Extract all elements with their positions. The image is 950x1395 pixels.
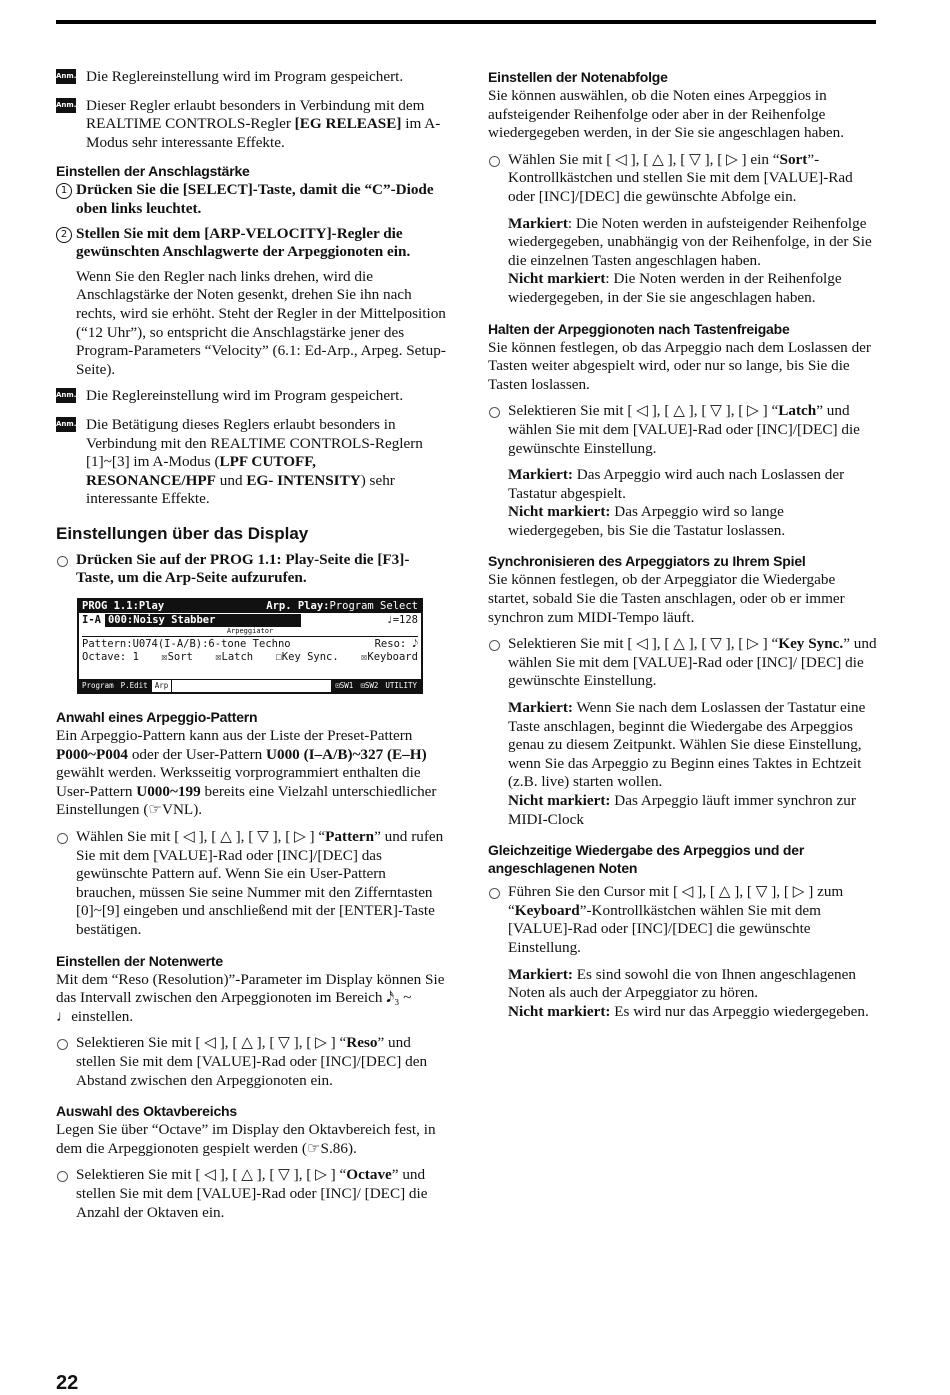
result-unchecked: Nicht markiert: Das Arpeggio läuft immer synchron zur MIDI-Clock [508, 792, 856, 828]
bullet-item: Wählen Sie mit [ ◁ ], [ △ ], [ ▽ ], [ ▷ ] “Pattern” und rufen Sie mit dem [VALUE]-Rad oder [INC]/[DEC] das gewünschte Pattern auf. Wenn Sie ein User-Pattern brauchen, müssen Sie seine Nummer mit den Zifferntasten [0]~[9] eingeben und anschließend mit der [ENTER]-Taste bestätigen. [56, 828, 446, 940]
right-column [488, 68, 878, 1029]
paragraph: Mit dem “Reso (Resolution)”-Parameter im Display können Sie das Intervall zwischen den Arpeggionoten im Bereich 𝅘𝅥𝅯₃ ~ ♩einstellen. [56, 970, 445, 1025]
lcd-pattern-row [79, 638, 421, 651]
result-checked: Markiert: Es sind sowohl die von Ihnen angeschlagenen Noten als auch der Arpeggiator zu hören. [508, 965, 856, 1002]
bullet-item: Selektieren Sie mit [ ◁ ], [ △ ], [ ▽ ], [ ▷ ] “Octave” und stellen Sie mit dem [VALUE]-Rad oder [INC]/ [DEC] die Anzahl der Oktaven ein. [56, 1166, 446, 1222]
left-column [56, 68, 446, 1230]
bullet-circle-icon [489, 407, 500, 418]
section-heading: Gleichzeitige Wiedergabe des Arpeggios und der angeschlagenen Noten [488, 842, 805, 877]
bullet-circle-icon [489, 156, 500, 167]
note: Anm. Die Reglereinstellung wird im Program gespeichert. [56, 68, 404, 85]
lcd-page-sub: Program Select [329, 600, 418, 613]
lcd-tab: P.Edit [118, 680, 152, 692]
lcd-reso: Reso: 𝅘𝅥𝅮 [374, 638, 418, 651]
step-item: 2 Stellen Sie mit dem [ARP-VELOCITY]-Regler die gewünschten Anschlagwerte der Arpeggionoten ein. [56, 225, 446, 262]
bullet-circle-icon [57, 1171, 68, 1182]
bullet-item: Wählen Sie mit [ ◁ ], [ △ ], [ ▽ ], [ ▷ ] ein “Sort”-Kontrollkästchen und stellen Sie mit dem [VALUE]-Rad oder [INC]/[DEC] die gewünschte Abfolge ein. [488, 151, 878, 207]
bullet-circle-icon [57, 556, 68, 567]
lcd-screen [77, 598, 423, 694]
note-icon: Anm. [56, 69, 76, 84]
page-number: 22 [56, 1372, 79, 1394]
lcd-tab: Program [79, 680, 118, 692]
lcd-options-row [79, 651, 421, 664]
paragraph: Sie können festlegen, ob das Arpeggio nach dem Loslassen der Tasten weiter abgespielt wird, oder nur so lange, bis Sie die Tasten loslassen. [488, 338, 871, 393]
bullet-circle-icon [57, 833, 68, 844]
bullet-item: Selektieren Sie mit [ ◁ ], [ △ ], [ ▽ ], [ ▷ ] “Reso” und stellen Sie mit dem [VALUE]-Rad oder [INC]/[DEC] den Abstand zwischen den Arpeggionoten ein. [56, 1034, 446, 1090]
section-heading: Einstellen der Anschlagstärke [56, 163, 250, 180]
lcd-title: PROG 1.1:Play [82, 600, 165, 613]
lcd-keyboard: ☒Keyboard [361, 651, 418, 664]
lcd-title-bar: PROG 1.1:Play Arp. Play:Program Select [79, 600, 421, 613]
result-unchecked: Nicht markiert: Die Noten werden in der Reihenfolge wiedergegeben, in der Sie sie angeschlagen haben. [508, 270, 842, 306]
lcd-tab-bar [79, 679, 421, 692]
lcd-sort: ☒Sort [161, 651, 193, 664]
section-heading: Einstellen der Notenabfolge [488, 69, 668, 85]
result-checked: Markiert: Das Arpeggio wird auch nach Loslassen der Tastatur abgespielt. [508, 466, 845, 502]
paragraph: Sie können auswählen, ob die Noten eines Arpeggios in aufsteigender Reihenfolge oder aber in der Reihenfolge wiedergegeben werden, in der Sie sie angeschlagen haben. [488, 87, 845, 142]
lcd-latch: ☒Latch [215, 651, 254, 664]
note: Anm. Dieser Regler erlaubt besonders in Verbindung mit dem REALTIME CONTROLS-Regler [EG RELEASE] im A-Modus sehr interessante Effekte. [56, 96, 441, 151]
bullet-circle-icon [489, 888, 500, 899]
section-heading-large: Einstellungen über das Display [56, 523, 309, 543]
note-icon: Anm. [56, 98, 76, 113]
result-checked: Markiert: Wenn Sie nach dem Loslassen der Tastatur eine Taste anschlagen, beginnt die Wiedergabe des Arpeggios genau zu diesem Zeitpunkt. Wählen Sie diese Einstellung, wenn Sie das Arpeggio zu Beginn eines Taktes in Echtzeit (z.B. live) starten wollen. [508, 699, 866, 791]
result-checked: Markiert: Die Noten werden in aufsteigender Reihenfolge wiedergegeben, unabhängig von der Reihenfolge, in der Sie die einzelnen Tasten angeschlagen haben. [508, 214, 872, 269]
section-heading: Synchronisieren des Arpeggiators zu Ihrem Spiel [488, 553, 806, 570]
note: Anm. Die Betätigung dieses Reglers erlaubt besonders in Verbindung mit den REALTIME CONTROLS-Reglern [1]~[3] im A-Modus (LPF CUTOFF, RESONANCE/HPF und EG- INTENSITY) sehr interessante Effekte. [56, 415, 423, 508]
lcd-tempo: ♩=128 [386, 613, 418, 626]
paragraph: Wenn Sie den Regler nach links drehen, wird die Anschlagstärke der Noten gesenkt, drehen Sie ihn nach rechts, wird sie erhöht. Steht der Regler in der Mittelposition (“12 Uhr”), so entspricht die Anschlagstärke jener des Program-Parameters “Velocity” (6.1: Ed-Arp., Arpeg. Setup-Seite). [76, 267, 446, 378]
bullet-item: Selektieren Sie mit [ ◁ ], [ △ ], [ ▽ ], [ ▷ ] “Key Sync.” und wählen Sie mit dem [VALUE]-Rad oder [INC]/ [DEC] die gewünschte Einstellung. [488, 635, 878, 691]
lcd-page: Arp. Play [266, 600, 324, 613]
lcd-section-label: Arpeggiator [82, 627, 418, 637]
section-heading: Einstellen der Notenwerte [56, 952, 223, 969]
step-item: 1 Drücken Sie die [SELECT]-Taste, damit die “C”-Diode oben links leuchtet. [56, 181, 446, 218]
lcd-pattern: Pattern:U074(I-A/B):6-tone Techno [82, 638, 291, 651]
bullet-item: Führen Sie den Cursor mit [ ◁ ], [ △ ], [ ▽ ], [ ▷ ] zum “Keyboard”-Kontrollkästchen wählen Sie mit dem [VALUE]-Rad oder [INC]/[DEC] die gewünschte Einstellung. [488, 883, 878, 957]
lcd-program-row [79, 613, 421, 627]
note-icon: Anm. [56, 417, 76, 432]
note: Anm. Die Reglereinstellung wird im Program gespeichert. [56, 387, 404, 405]
step-number: 1 [56, 183, 72, 199]
bullet-circle-icon [57, 1039, 68, 1050]
lcd-tab: UTILITY [382, 680, 421, 692]
lcd-bank: I-A [82, 613, 101, 626]
header-rule [56, 20, 876, 24]
bullet-item: Selektieren Sie mit [ ◁ ], [ △ ], [ ▽ ], [ ▷ ] “Latch” und wählen Sie mit dem [VALUE]-Rad oder [INC]/[DEC] die gewünschte Einstellung. [488, 402, 878, 458]
bullet-item: Drücken Sie auf der PROG 1.1: Play-Seite die [F3]-Taste, um die Arp-Seite aufzurufen. [56, 551, 446, 588]
paragraph: Legen Sie über “Octave” im Display den Oktavbereich fest, in dem die Arpeggionoten gespielt werden (☞S.86). [56, 1121, 436, 1157]
lcd-tab: ⊡SW1 [332, 680, 357, 692]
section-heading: Halten der Arpeggionoten nach Tastenfreigabe [488, 320, 790, 337]
lcd-tab: Arp [152, 680, 173, 692]
bullet-circle-icon [489, 640, 500, 651]
lcd-program: 000:Noisy Stabber [105, 614, 301, 627]
paragraph: Sie können festlegen, ob der Arpeggiator die Wiedergabe startet, sobald Sie die Tasten anschlagen, oder ob er immer synchron zum MIDI-Tempo läuft. [488, 571, 845, 626]
lcd-octave: Octave: 1 [82, 651, 139, 664]
lcd-tab [172, 680, 332, 692]
lcd-tab: ⊡SW2 [357, 680, 382, 692]
section-heading: Auswahl des Oktavbereichs [56, 1103, 237, 1120]
lcd-keysync: ☐Key Sync. [275, 651, 339, 664]
note-icon: Anm. [56, 388, 76, 403]
paragraph: Ein Arpeggio-Pattern kann aus der Liste der Preset-Pattern P000~P004 oder der User-Pattern U000 (I–A/B)~327 (E–H) gewählt werden. Werksseitig vorprogrammiert enthalten die User-Pattern U000~199 bereits eine Vielzahl unterschiedlicher Einstellungen (☞VNL). [56, 727, 437, 819]
result-unchecked: Nicht markiert: Es wird nur das Arpeggio wiedergegeben. [508, 1002, 869, 1020]
step-number: 2 [56, 227, 72, 243]
section-heading: Anwahl eines Arpeggio-Pattern [56, 709, 258, 726]
result-unchecked: Nicht markiert: Das Arpeggio wird so lange wiedergegeben, bis Sie die Tastatur loslassen. [508, 503, 786, 539]
